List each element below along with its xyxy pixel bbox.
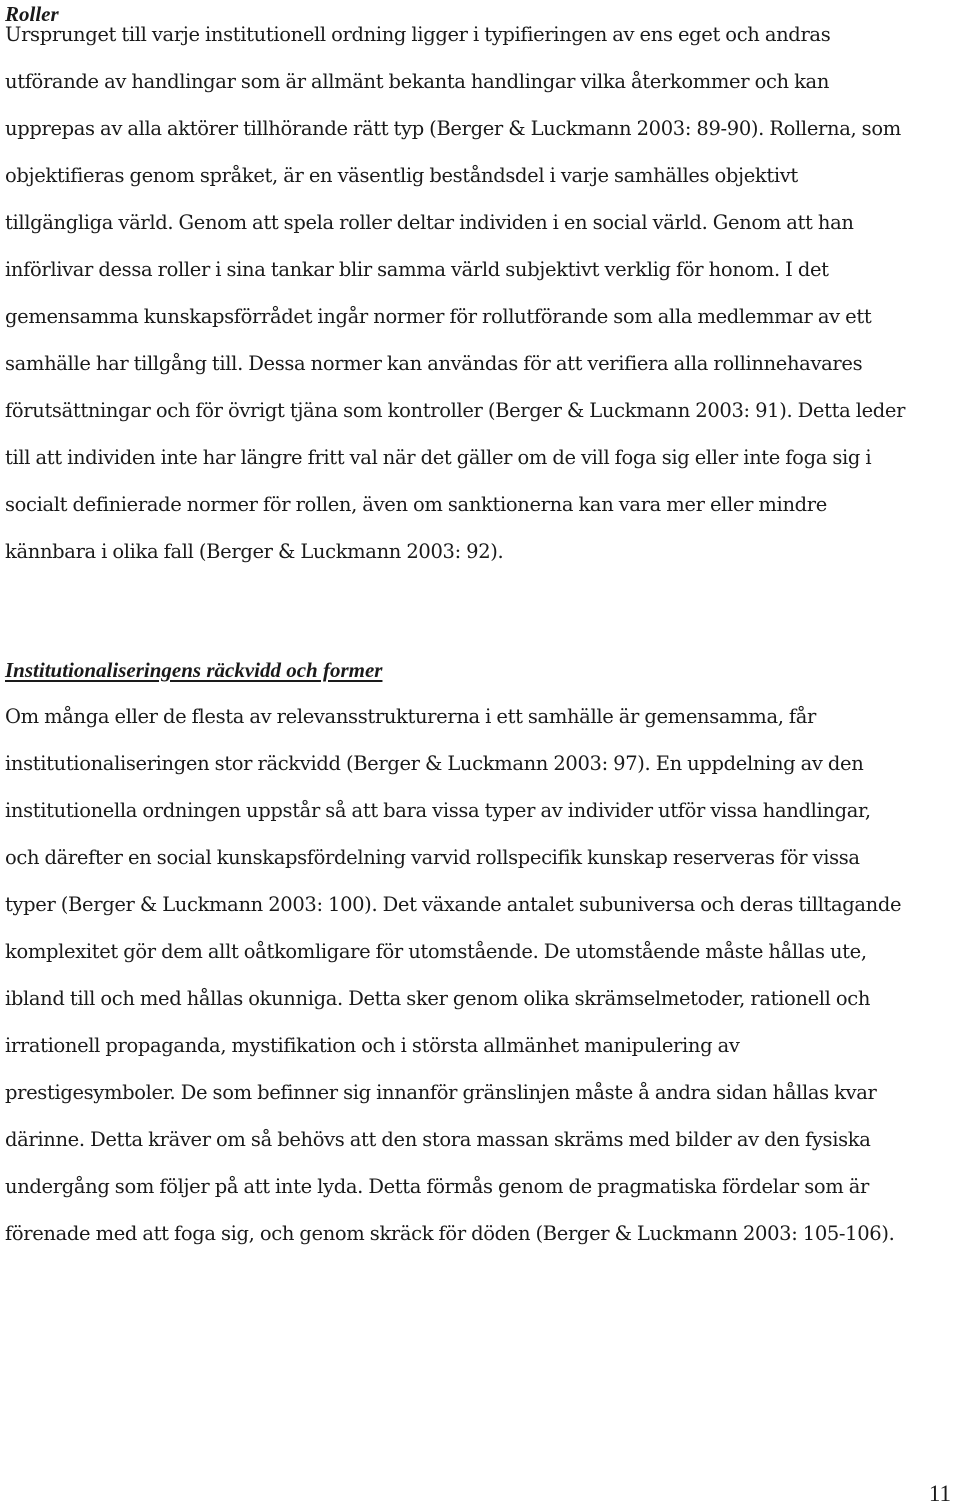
text-line: tillgängliga värld. Genom att spela roller deltar individen i en social värld. Genom att han — [5, 211, 854, 234]
section-heading-institutionaliseringens: Institutionaliseringens räckvidd och former — [5, 658, 383, 682]
text-line: Ursprunget till varje institutionell ordning ligger i typifieringen av ens eget och andras — [5, 23, 831, 46]
text-line: kännbara i olika fall (Berger & Luckmann 2003: 92). — [5, 540, 504, 563]
text-line: utförande av handlingar som är allmänt bekanta handlingar vilka återkommer och kan — [5, 70, 830, 93]
text-line: irrationell propaganda, mystifikation och i största allmänhet manipulering av — [5, 1034, 740, 1057]
text-line: införlivar dessa roller i sina tankar blir samma värld subjektivt verklig för honom. I det — [5, 258, 829, 281]
text-line: förutsättningar och för övrigt tjäna som kontroller (Berger & Luckmann 2003: 91). Detta leder — [5, 399, 906, 422]
text-line: Om många eller de flesta av relevansstrukturerna i ett samhälle är gemensamma, får — [5, 705, 817, 728]
page-number: 11 — [928, 1481, 951, 1506]
text-line: och därefter en social kunskapsfördelning varvid rollspecifik kunskap reserveras för vissa — [5, 846, 860, 869]
text-line: därinne. Detta kräver om så behövs att den stora massan skräms med bilder av den fysiska — [5, 1128, 871, 1151]
text-line: undergång som följer på att inte lyda. Detta förmås genom de pragmatiska fördelar som är — [5, 1175, 869, 1198]
paragraph-roller — [5, 11, 955, 575]
text-line: institutionella ordningen uppstår så att bara vissa typer av individer utför vissa handlingar, — [5, 799, 871, 822]
section-heading-roller: Roller — [5, 2, 59, 26]
text-line: komplexitet gör dem allt oåtkomligare för utomstående. De utomstående måste hållas ute, — [5, 940, 867, 963]
text-line: förenade med att foga sig, och genom skräck för döden (Berger & Luckmann 2003: 105-106). — [5, 1222, 895, 1245]
text-line: till att individen inte har längre fritt val när det gäller om de vill foga sig eller inte foga sig i — [5, 446, 872, 469]
text-line: gemensamma kunskapsförrådet ingår normer för rollutförande som alla medlemmar av ett — [5, 305, 872, 328]
text-line: samhälle har tillgång till. Dessa normer kan användas för att verifiera alla rollinnehavares — [5, 352, 863, 375]
paragraph-institutionaliseringens — [5, 693, 955, 1257]
text-line: institutionaliseringen stor räckvidd (Berger & Luckmann 2003: 97). En uppdelning av den — [5, 752, 864, 775]
text-line: objektifieras genom språket, är en väsentlig beståndsdel i varje samhälles objektivt — [5, 164, 798, 187]
text-line: prestigesymboler. De som befinner sig innanför gränslinjen måste å andra sidan hållas kvar — [5, 1081, 877, 1104]
text-line: typer (Berger & Luckmann 2003: 100). Det växande antalet subuniversa och deras tilltagande — [5, 893, 902, 916]
text-line: socialt definierade normer för rollen, även om sanktionerna kan vara mer eller mindre — [5, 493, 827, 516]
text-line: upprepas av alla aktörer tillhörande rätt typ (Berger & Luckmann 2003: 89-90). Rollerna, som — [5, 117, 901, 140]
text-line: ibland till och med hållas okunniga. Detta sker genom olika skrämselmetoder, rationell och — [5, 987, 871, 1010]
